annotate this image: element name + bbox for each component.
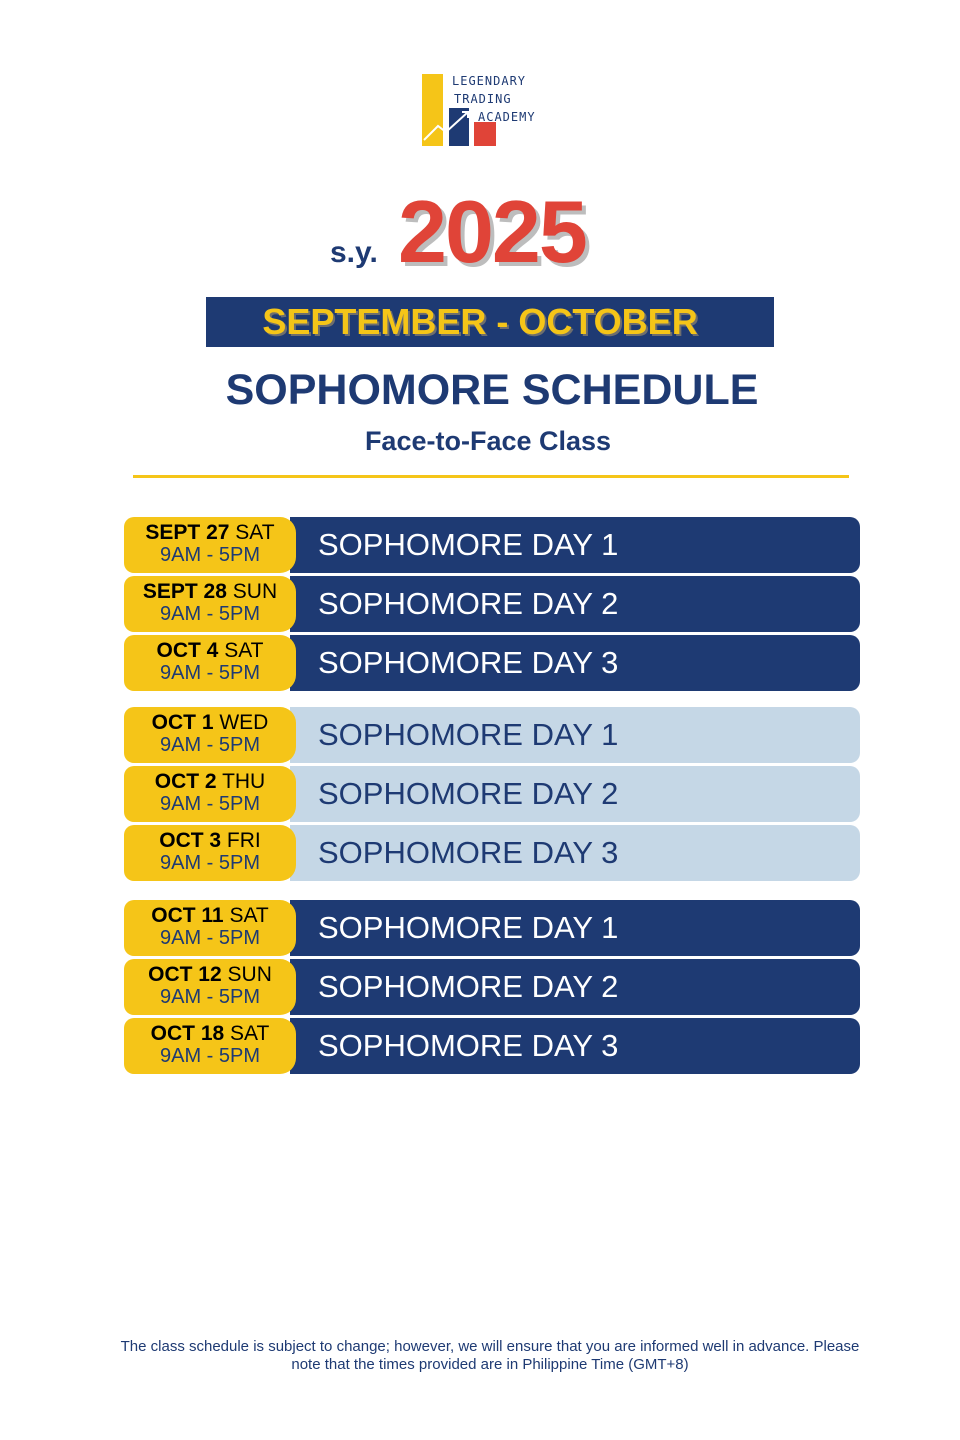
logo-line-1: LEGENDARY — [452, 74, 527, 88]
session-time: 9AM - 5PM — [159, 662, 261, 684]
session-date: OCT 18 — [150, 1022, 225, 1045]
session-date: OCT 4 — [156, 639, 219, 662]
session-time: 9AM - 5PM — [159, 986, 261, 1008]
logo-text — [452, 72, 536, 126]
session-weekday: SAT — [230, 1022, 270, 1045]
date-line — [124, 635, 296, 662]
date-badge — [124, 1018, 296, 1074]
date-badge — [124, 825, 296, 881]
session-date: OCT 3 — [159, 829, 222, 852]
month-range: SEPTEMBER - OCTOBER — [262, 301, 698, 342]
session-date: SEPT 28 — [142, 580, 227, 603]
session-weekday: SAT — [224, 639, 264, 662]
session-date: OCT 11 — [151, 904, 224, 927]
schedule-row — [124, 825, 860, 881]
session-label: SOPHOMORE DAY 3 — [290, 635, 860, 691]
session-time: 9AM - 5PM — [159, 734, 261, 756]
date-badge — [124, 959, 296, 1015]
year: 2025 — [398, 182, 586, 281]
academy-logo — [422, 72, 572, 148]
footnote: The class schedule is subject to change; however, we will ensure that you are informed well in advance. Please note that the times provided are in Philippine Time (GMT+8) — [120, 1338, 860, 1373]
session-date: SEPT 27 — [145, 521, 230, 544]
session-date: OCT 12 — [148, 963, 222, 986]
session-label: SOPHOMORE DAY 2 — [290, 576, 860, 632]
logo-line-3: ACADEMY — [478, 110, 536, 124]
session-weekday: FRI — [226, 829, 261, 852]
session-label: SOPHOMORE DAY 3 — [290, 1018, 860, 1074]
page-subtitle: Face-to-Face Class — [364, 426, 612, 456]
school-year — [0, 184, 960, 284]
logo-line-2: TRADING — [454, 92, 512, 106]
schedule-row — [124, 517, 860, 573]
schedule-row — [124, 959, 860, 1015]
session-weekday: SAT — [229, 904, 269, 927]
session-weekday: WED — [219, 711, 269, 734]
date-line — [124, 1018, 296, 1045]
session-time: 9AM - 5PM — [159, 927, 261, 949]
schedule-row — [124, 576, 860, 632]
date-badge — [124, 766, 296, 822]
session-label: SOPHOMORE DAY 1 — [290, 517, 860, 573]
date-line — [124, 959, 296, 986]
date-badge — [124, 900, 296, 956]
session-weekday: SUN — [232, 580, 278, 603]
month-range-banner — [206, 297, 774, 347]
session-date: OCT 1 — [151, 711, 214, 734]
date-badge — [124, 707, 296, 763]
session-label: SOPHOMORE DAY 2 — [290, 766, 860, 822]
session-time: 9AM - 5PM — [159, 793, 261, 815]
session-time: 9AM - 5PM — [159, 852, 261, 874]
date-badge — [124, 517, 296, 573]
date-line — [124, 517, 296, 544]
session-label: SOPHOMORE DAY 3 — [290, 825, 860, 881]
date-line — [124, 707, 296, 734]
date-line — [124, 825, 296, 852]
schedule-row — [124, 766, 860, 822]
schedule-row — [124, 900, 860, 956]
session-time: 9AM - 5PM — [159, 603, 261, 625]
session-label: SOPHOMORE DAY 2 — [290, 959, 860, 1015]
date-line — [124, 576, 296, 603]
date-badge — [124, 635, 296, 691]
session-label: SOPHOMORE DAY 1 — [290, 707, 860, 763]
session-date: OCT 2 — [154, 770, 217, 793]
schedule-row — [124, 1018, 860, 1074]
divider — [133, 475, 849, 478]
sy-label: s.y. — [330, 236, 378, 269]
session-time: 9AM - 5PM — [159, 544, 261, 566]
schedule-row — [124, 635, 860, 691]
session-time: 9AM - 5PM — [159, 1045, 261, 1067]
page-title: SOPHOMORE SCHEDULE — [225, 366, 759, 414]
session-weekday: SUN — [227, 963, 272, 986]
session-label: SOPHOMORE DAY 1 — [290, 900, 860, 956]
session-weekday: THU — [222, 770, 266, 793]
date-line — [124, 766, 296, 793]
session-weekday: SAT — [235, 521, 275, 544]
date-line — [124, 900, 296, 927]
schedule-row — [124, 707, 860, 763]
date-badge — [124, 576, 296, 632]
